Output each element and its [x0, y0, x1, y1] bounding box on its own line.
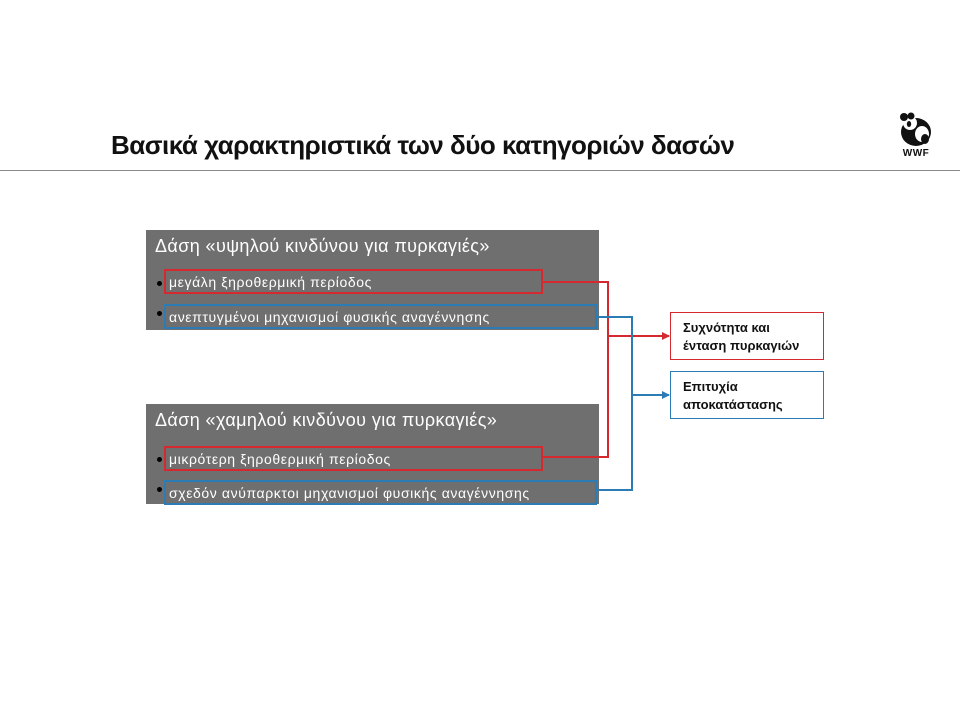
high-risk-item-dry-period: μεγάλη ξηροθερμική περίοδος [164, 269, 543, 294]
low-risk-item-regeneration: σχεδόν ανύπαρκτοι μηχανισμοί φυσικής αναγέννησης [164, 480, 597, 505]
bullet-dot [157, 487, 162, 492]
wwf-logo [896, 112, 936, 162]
high-risk-item-regeneration: ανεπτυγμένοι μηχανισμοί φυσικής αναγέννησης [164, 304, 597, 329]
low-risk-panel [146, 404, 599, 504]
slide-title: Βασικά χαρακτηριστικά των δύο κατηγοριών δασών [111, 130, 735, 160]
low-risk-item-dry-period: μικρότερη ξηροθερμική περίοδος [164, 446, 543, 471]
panda-icon [896, 112, 936, 148]
outcome-fire-line2: ένταση πυρκαγιών [683, 338, 800, 353]
blue-connector [597, 317, 632, 490]
outcome-fire-frequency [670, 312, 824, 360]
outcome-recovery [670, 371, 824, 419]
outcome-recovery-line2: αποκατάστασης [683, 397, 783, 412]
bullet-dot [157, 311, 162, 316]
low-risk-title: Δάση «χαμηλού κινδύνου για πυρκαγιές» [155, 410, 498, 430]
title-divider [0, 170, 960, 171]
bullet-dot [157, 457, 162, 462]
bullet-dot [157, 281, 162, 286]
outcome-recovery-line1: Επιτυχία [683, 379, 738, 394]
high-risk-panel [146, 230, 599, 330]
outcome-fire-line1: Συχνότητα και [683, 320, 770, 335]
high-risk-title: Δάση «υψηλού κινδύνου για πυρκαγιές» [155, 236, 490, 256]
wwf-logo-text: WWF [902, 148, 930, 159]
